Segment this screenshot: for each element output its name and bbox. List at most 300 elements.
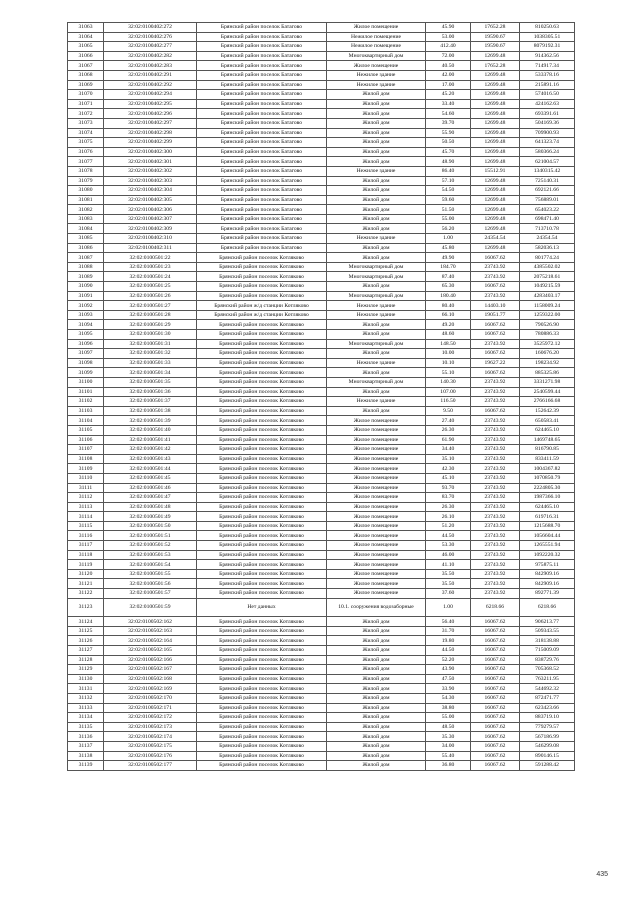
table-row (68, 358, 575, 368)
cell-num: 31123 (68, 598, 104, 617)
cell-value: 546299.08 (520, 741, 575, 751)
cell-cadastral: 32:02:0100501:39 (104, 416, 197, 426)
cell-address: Брянский район поселок Котляково (197, 416, 327, 426)
cell-address: Брянский район поселок Батагово (197, 243, 327, 253)
cell-num: 31109 (68, 464, 104, 474)
cell-address: Брянский район поселок Котляково (197, 741, 327, 751)
cell-area: 49.20 (426, 320, 471, 330)
cell-address: Брянский район поселок Котляково (197, 339, 327, 349)
cell-value: 883719.10 (520, 713, 575, 723)
cell-name: Жилой дом (327, 253, 426, 263)
cell-value: 574016.50 (520, 90, 575, 100)
cell-num: 31106 (68, 435, 104, 445)
cell-name: Многоквартирный дом (327, 291, 426, 301)
cell-value: 1004367.82 (520, 464, 575, 474)
cell-name: Жилой дом (327, 90, 426, 100)
cell-cadastral: 32:02:0100402:301 (104, 157, 197, 167)
cell-name: Жилой дом (327, 646, 426, 656)
table-row (68, 541, 575, 551)
cell-name: Жилой дом (327, 176, 426, 186)
cell-cadastral: 32:02:0100402:304 (104, 186, 197, 196)
cell-rate: 16067.62 (471, 693, 520, 703)
cell-rate: 23743.92 (471, 493, 520, 503)
cell-value: 810250.63 (520, 23, 575, 33)
cell-name: Жилой дом (327, 722, 426, 732)
table-row (68, 416, 575, 426)
cell-cadastral: 32:02:0100402:306 (104, 205, 197, 215)
table-row (68, 761, 575, 771)
cell-area: 37.60 (426, 589, 471, 599)
table-row (68, 454, 575, 464)
cell-cadastral: 32:02:0100502:165 (104, 646, 197, 656)
cell-value: 582036.13 (520, 243, 575, 253)
cell-value: 693391.61 (520, 109, 575, 119)
cell-num: 31086 (68, 243, 104, 253)
cell-rate: 12699.48 (471, 205, 520, 215)
cell-address: Брянский район поселок Котляково (197, 684, 327, 694)
cell-address: Брянский район поселок Котляково (197, 253, 327, 263)
cell-rate: 16067.62 (471, 617, 520, 627)
cell-rate: 23743.92 (471, 531, 520, 541)
cell-cadastral: 32:02:0100501:29 (104, 320, 197, 330)
cell-value: 198234.92 (520, 358, 575, 368)
cell-value: 725140.31 (520, 176, 575, 186)
cell-cadastral: 32:02:0100501:36 (104, 387, 197, 397)
cell-name: Жилой дом (327, 741, 426, 751)
cell-area: 56.20 (426, 224, 471, 234)
cell-num: 31072 (68, 109, 104, 119)
cell-num: 31099 (68, 368, 104, 378)
cell-area: 51.50 (426, 205, 471, 215)
cell-address: Брянский район поселок Котляково (197, 579, 327, 589)
cell-area: 1.00 (426, 234, 471, 244)
cell-cadastral: 32:02:0100501:37 (104, 397, 197, 407)
cell-address: Брянский район поселок Котляково (197, 435, 327, 445)
cell-value: 790526.90 (520, 320, 575, 330)
cell-name: Жилой дом (327, 732, 426, 742)
cell-num: 31078 (68, 166, 104, 176)
cell-cadastral: 32:02:0100501:42 (104, 445, 197, 455)
cell-num: 31116 (68, 531, 104, 541)
cell-address: Брянский район поселок Котляково (197, 397, 327, 407)
cell-name: Жилое помещение (327, 521, 426, 531)
cell-area: 55.00 (426, 214, 471, 224)
cell-name: Жилой дом (327, 330, 426, 340)
cell-num: 31122 (68, 589, 104, 599)
cell-name: Жилой дом (327, 349, 426, 359)
cell-rate: 19627.22 (471, 358, 520, 368)
table-row (68, 502, 575, 512)
cell-num: 31077 (68, 157, 104, 167)
cell-area: 80.40 (426, 301, 471, 311)
cell-num: 31126 (68, 636, 104, 646)
cell-value: 709900.93 (520, 128, 575, 138)
table-row (68, 512, 575, 522)
cell-rate: 16067.62 (471, 349, 520, 359)
cell-value: 890146.15 (520, 751, 575, 761)
cell-address: Брянский район поселок Котляково (197, 693, 327, 703)
cell-area: 55.00 (426, 713, 471, 723)
cell-address: Брянский район поселок Котляково (197, 368, 327, 378)
cell-num: 31127 (68, 646, 104, 656)
cell-num: 31063 (68, 23, 104, 33)
cell-rate: 12699.48 (471, 224, 520, 234)
cell-name: Нежилое здание (327, 70, 426, 80)
cell-address: Брянский район поселок Котляково (197, 761, 327, 771)
cell-name: Жилой дом (327, 761, 426, 771)
cell-area: 65.30 (426, 282, 471, 292)
cell-cadastral: 32:02:0100502:162 (104, 617, 197, 627)
cell-rate: 23743.92 (471, 589, 520, 599)
cell-area: 44.50 (426, 531, 471, 541)
cell-area: 53.30 (426, 541, 471, 551)
cell-value: 692121.66 (520, 186, 575, 196)
cell-area: 33.40 (426, 99, 471, 109)
cell-value: 215891.16 (520, 80, 575, 90)
cell-cadastral: 32:02:0100502:171 (104, 703, 197, 713)
cell-address: Брянский район поселок Котляково (197, 262, 327, 272)
cell-value: 1987366.10 (520, 493, 575, 503)
cell-area: 26.10 (426, 512, 471, 522)
cell-rate: 23743.92 (471, 473, 520, 483)
cell-name: Нежилое здание (327, 166, 426, 176)
cell-cadastral: 32:02:0100402:307 (104, 214, 197, 224)
cell-address: Брянский район поселок Батагово (197, 90, 327, 100)
cell-name: Жилой дом (327, 655, 426, 665)
table-row (68, 665, 575, 675)
cell-rate: 12699.48 (471, 51, 520, 61)
cell-area: 47.50 (426, 674, 471, 684)
cell-name: 10.1. сооружения водозаборные (327, 598, 426, 617)
cell-cadastral: 32:02:0100402:277 (104, 42, 197, 52)
cell-name: Жилое помещение (327, 560, 426, 570)
cell-area: 10.10 (426, 358, 471, 368)
cell-address: Брянский район поселок Котляково (197, 722, 327, 732)
cell-rate: 16067.62 (471, 320, 520, 330)
cell-value: 567186.99 (520, 732, 575, 742)
cell-area: 51.20 (426, 521, 471, 531)
cell-num: 31075 (68, 138, 104, 148)
cell-num: 31089 (68, 272, 104, 282)
table-row (68, 445, 575, 455)
table-row (68, 118, 575, 128)
cell-area: 31.70 (426, 626, 471, 636)
cell-value: 152642.39 (520, 406, 575, 416)
cell-num: 31097 (68, 349, 104, 359)
cell-rate: 16067.62 (471, 368, 520, 378)
cell-value: 1158009.24 (520, 301, 575, 311)
cell-rate: 17652.28 (471, 61, 520, 71)
cell-num: 31119 (68, 560, 104, 570)
table-row (68, 330, 575, 340)
cell-rate: 23743.92 (471, 387, 520, 397)
table-row (68, 387, 575, 397)
cell-num: 31066 (68, 51, 104, 61)
table-row (68, 32, 575, 42)
cell-value: 623423.66 (520, 703, 575, 713)
cell-area: 57.10 (426, 176, 471, 186)
cell-address: Брянский район поселок Батагово (197, 99, 327, 109)
table-row (68, 703, 575, 713)
cell-rate: 16067.62 (471, 626, 520, 636)
cell-rate: 19590.67 (471, 42, 520, 52)
table-row (68, 493, 575, 503)
cell-cadastral: 32:02:0100501:43 (104, 454, 197, 464)
cell-cadastral: 32:02:0100501:24 (104, 272, 197, 282)
cell-num: 31129 (68, 665, 104, 675)
cell-value: 8079192.31 (520, 42, 575, 52)
cell-cadastral: 32:02:0100402:292 (104, 80, 197, 90)
cell-rate: 12699.48 (471, 70, 520, 80)
cell-address: Брянский район поселок Котляково (197, 282, 327, 292)
table-row (68, 291, 575, 301)
table-row (68, 569, 575, 579)
cell-name: Жилой дом (327, 147, 426, 157)
table-row (68, 674, 575, 684)
cell-value: 872471.77 (520, 693, 575, 703)
cell-name: Многоквартирный дом (327, 51, 426, 61)
cell-value: 842909.16 (520, 579, 575, 589)
cell-name: Нежилое здание (327, 301, 426, 311)
table-row (68, 224, 575, 234)
cell-name: Жилое помещение (327, 502, 426, 512)
cell-area: 140.30 (426, 377, 471, 387)
cell-num: 31093 (68, 310, 104, 320)
cell-cadastral: 32:02:0100502:177 (104, 761, 197, 771)
cell-area: 46.00 (426, 550, 471, 560)
cell-cadastral: 32:02:0100402:311 (104, 243, 197, 253)
cell-num: 31068 (68, 70, 104, 80)
cell-cadastral: 32:02:0100402:302 (104, 166, 197, 176)
cell-value: 2224805.30 (520, 483, 575, 493)
cell-name: Жилой дом (327, 214, 426, 224)
table-row (68, 397, 575, 407)
cell-cadastral: 32:02:0100502:164 (104, 636, 197, 646)
cell-rate: 16067.62 (471, 665, 520, 675)
cell-address: Брянский район поселок Батагово (197, 234, 327, 244)
table-row (68, 550, 575, 560)
cell-num: 31111 (68, 483, 104, 493)
cell-num: 31117 (68, 541, 104, 551)
cell-cadastral: 32:02:0100501:59 (104, 598, 197, 617)
cell-cadastral: 32:02:0100501:52 (104, 541, 197, 551)
cell-area: 40.50 (426, 61, 471, 71)
cell-name: Жилой дом (327, 406, 426, 416)
cell-area: 45.80 (426, 243, 471, 253)
cell-address: Нет данных (197, 598, 327, 617)
table-body (68, 23, 575, 771)
table-row (68, 589, 575, 599)
cell-num: 31065 (68, 42, 104, 52)
table-row (68, 205, 575, 215)
cell-rate: 23743.92 (471, 483, 520, 493)
cell-cadastral: 32:02:0100501:30 (104, 330, 197, 340)
cell-num: 31085 (68, 234, 104, 244)
page-number: 435 (596, 871, 608, 878)
cell-num: 31124 (68, 617, 104, 627)
cell-cadastral: 32:02:0100501:54 (104, 560, 197, 570)
cell-address: Брянский район поселок Батагово (197, 176, 327, 186)
cell-area: 180.40 (426, 291, 471, 301)
cell-value: 591288.42 (520, 761, 575, 771)
cell-num: 31104 (68, 416, 104, 426)
cell-cadastral: 32:02:0100501:33 (104, 358, 197, 368)
cell-name: Нежилое здание (327, 310, 426, 320)
cell-value: 842909.16 (520, 569, 575, 579)
table-row (68, 320, 575, 330)
table-row (68, 741, 575, 751)
cell-cadastral: 32:02:0100402:298 (104, 128, 197, 138)
table-row (68, 377, 575, 387)
cell-address: Брянский район поселок Котляково (197, 483, 327, 493)
cell-rate: 12699.48 (471, 157, 520, 167)
cell-value: 1259322.00 (520, 310, 575, 320)
cell-area: 55.40 (426, 751, 471, 761)
cell-address: Брянский район ж/д станции Котляково (197, 301, 327, 311)
cell-area: 45.90 (426, 23, 471, 33)
cell-name: Жилое помещение (327, 61, 426, 71)
table-row (68, 109, 575, 119)
cell-name: Жилой дом (327, 713, 426, 723)
cell-name: Жилой дом (327, 617, 426, 627)
cell-address: Брянский район поселок Котляково (197, 291, 327, 301)
cell-rate: 23743.92 (471, 416, 520, 426)
cell-value: 2766166.68 (520, 397, 575, 407)
cell-value: 1038305.51 (520, 32, 575, 42)
table-row (68, 166, 575, 176)
cell-value: 1215688.70 (520, 521, 575, 531)
cell-area: 19.80 (426, 636, 471, 646)
table-row (68, 684, 575, 694)
cell-area: 83.70 (426, 493, 471, 503)
cell-rate: 19590.67 (471, 32, 520, 42)
cell-address: Брянский район поселок Котляково (197, 636, 327, 646)
cell-value: 1265551.94 (520, 541, 575, 551)
cell-value: 714917.34 (520, 61, 575, 71)
cell-cadastral: 32:02:0100501:25 (104, 282, 197, 292)
cell-rate: 23743.92 (471, 512, 520, 522)
cell-address: Брянский район поселок Батагово (197, 32, 327, 42)
cell-address: Брянский район поселок Котляково (197, 665, 327, 675)
table-row (68, 214, 575, 224)
cell-address: Брянский район поселок Котляково (197, 531, 327, 541)
cell-num: 31074 (68, 128, 104, 138)
cell-num: 31091 (68, 291, 104, 301)
cell-value: 619716.31 (520, 512, 575, 522)
cell-area: 86.40 (426, 166, 471, 176)
cell-area: 43.90 (426, 665, 471, 675)
table-row (68, 51, 575, 61)
cell-name: Нежилое здание (327, 397, 426, 407)
cell-address: Брянский район поселок Батагово (197, 23, 327, 33)
table-row (68, 23, 575, 33)
cell-value: 975875.11 (520, 560, 575, 570)
cell-num: 31134 (68, 713, 104, 723)
cell-area: 27.40 (426, 416, 471, 426)
cell-cadastral: 32:02:0100501:22 (104, 253, 197, 263)
cell-cadastral: 32:02:0100501:56 (104, 579, 197, 589)
table-row (68, 560, 575, 570)
cell-value: 6218.66 (520, 598, 575, 617)
cell-value: 4385502.02 (520, 262, 575, 272)
cell-name: Жилой дом (327, 684, 426, 694)
table-row (68, 473, 575, 483)
cell-value: 641323.74 (520, 138, 575, 148)
cell-rate: 24354.54 (471, 234, 520, 244)
cell-name: Нежилое помещение (327, 42, 426, 52)
cell-name: Жилой дом (327, 224, 426, 234)
cell-area: 45.20 (426, 90, 471, 100)
cell-rate: 16067.62 (471, 253, 520, 263)
cell-address: Брянский район поселок Батагово (197, 70, 327, 80)
table-row (68, 368, 575, 378)
cell-area: 87.40 (426, 272, 471, 282)
cell-cadastral: 32:02:0100501:46 (104, 483, 197, 493)
cell-address: Брянский район поселок Котляково (197, 502, 327, 512)
cell-name: Нежилое здание (327, 80, 426, 90)
cell-address: Брянский район поселок Котляково (197, 751, 327, 761)
table-row (68, 646, 575, 656)
cell-name: Жилое помещение (327, 569, 426, 579)
cell-cadastral: 32:02:0100501:38 (104, 406, 197, 416)
cell-value: 1049215.59 (520, 282, 575, 292)
cell-name: Жилое помещение (327, 435, 426, 445)
cell-num: 31133 (68, 703, 104, 713)
cell-rate: 23743.92 (471, 454, 520, 464)
cell-num: 31083 (68, 214, 104, 224)
cell-address: Брянский район поселок Котляково (197, 330, 327, 340)
cell-name: Жилой дом (327, 243, 426, 253)
cell-area: 61.90 (426, 435, 471, 445)
table-row (68, 310, 575, 320)
cell-rate: 23743.92 (471, 560, 520, 570)
cell-num: 31103 (68, 406, 104, 416)
cell-address: Брянский район поселок Котляково (197, 473, 327, 483)
cell-name: Жилой дом (327, 751, 426, 761)
cell-cadastral: 32:02:0100501:51 (104, 531, 197, 541)
table-row (68, 61, 575, 71)
cell-value: 705368.52 (520, 665, 575, 675)
cell-rate: 23743.92 (471, 550, 520, 560)
cell-name: Жилой дом (327, 387, 426, 397)
cell-area: 59.60 (426, 195, 471, 205)
cell-address: Брянский район поселок Батагово (197, 128, 327, 138)
cell-rate: 23743.92 (471, 262, 520, 272)
cell-value: 533378.16 (520, 70, 575, 80)
cell-cadastral: 32:02:0100501:48 (104, 502, 197, 512)
cell-cadastral: 32:02:0100502:169 (104, 684, 197, 694)
cell-area: 56.40 (426, 617, 471, 627)
cell-num: 31128 (68, 655, 104, 665)
cell-num: 31135 (68, 722, 104, 732)
cell-address: Брянский район поселок Котляково (197, 512, 327, 522)
cell-address: Брянский район поселок Котляково (197, 320, 327, 330)
cell-rate: 16067.62 (471, 741, 520, 751)
cell-address: Брянский район поселок Батагово (197, 205, 327, 215)
cell-rate: 23743.92 (471, 464, 520, 474)
cell-num: 31113 (68, 502, 104, 512)
cell-value: 621004.57 (520, 157, 575, 167)
cell-address: Брянский район поселок Котляково (197, 732, 327, 742)
cell-address: Брянский район поселок Котляково (197, 358, 327, 368)
cell-name: Жилой дом (327, 99, 426, 109)
cell-address: Брянский район поселок Котляково (197, 445, 327, 455)
cell-rate: 19051.77 (471, 310, 520, 320)
table-row (68, 243, 575, 253)
cell-cadastral: 32:02:0100502:167 (104, 665, 197, 675)
cell-rate: 23743.92 (471, 569, 520, 579)
cell-name: Многоквартирный дом (327, 339, 426, 349)
